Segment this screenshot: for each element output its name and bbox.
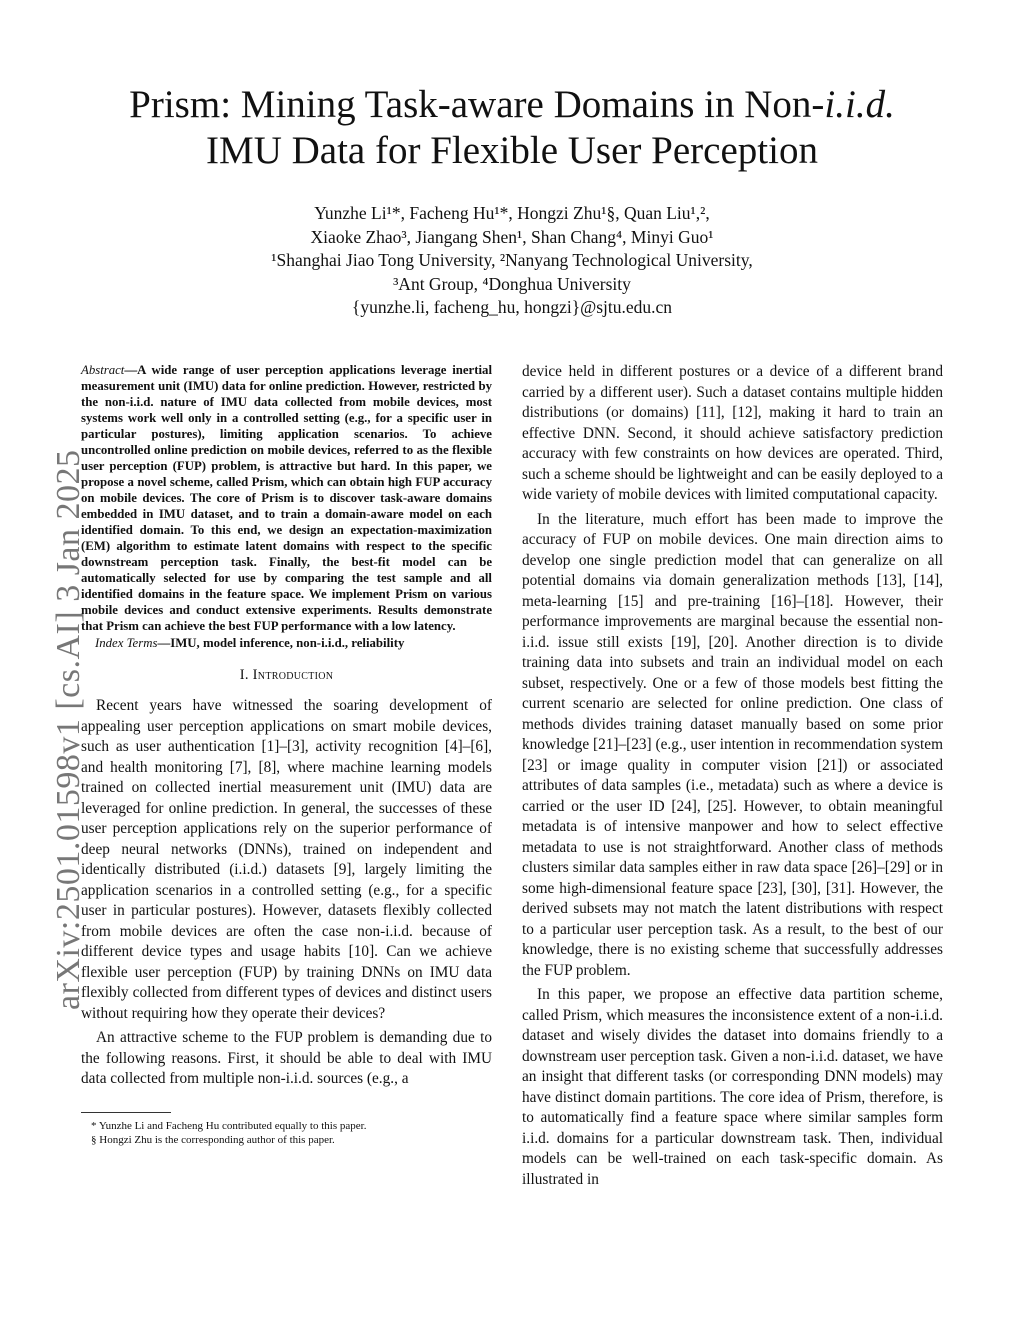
index-terms-text: —IMU, model inference, non-i.i.d., reliability — [157, 636, 405, 650]
paragraph: In the literature, much effort has been made to improve the accuracy of FUP on mobile devices. One main direction aims to develop one single prediction model that can generalize on all potential domains via domain generalization methods [13], [14], meta-learning [15] and pre-training [16]–[18]. However, their performance improvements are marginal because the essential non-i.i.d. issue still exists [19], [20]. Another direction is to divide training data into subsets and train an individual model on each subset, respectively. One or a few of those models best fitting the current scenario are selected for online prediction. One class of methods divides training dataset manually based on some prior knowledge [21]–[23] (e.g., user intention in recommendation system [23] or image quality in computer vision [21]) or associated attributes of data samples (i.e., metadata) such as where a device is carried or the user ID [24], [25]. However, to obtain meaningful metadata is of intensive manpower and how to select effective metadata to use is not straightforward. Another class of methods clusters similar data samples either in raw data space [26]–[29] or in some high-dimensional feature space [23], [30], [31]. However, the derived subsets may not match the latent distributions with respect to a particular user perception task. As a result, to the best of our knowledge, there is no existing scheme that successfully addresses the FUP problem. — [522, 510, 943, 979]
intro-body-left — [81, 696, 492, 1090]
arxiv-identifier: arXiv:2501.01598v1 [cs.AI] 3 Jan 2025 — [50, 449, 87, 1010]
index-terms-heading: Index Terms — [95, 636, 158, 650]
paragraph: An attractive scheme to the FUP problem is demanding due to the following reasons. First, it should be able to deal with IMU data collected from multiple non-i.i.d. sources (e.g., a — [81, 1029, 492, 1087]
title-line-2: IMU Data for Flexible User Perception — [206, 129, 818, 172]
paragraph: Recent years have witnessed the soaring development of appealing user perception applications on smart mobile devices, such as user authentication [1]–[3], activity recognition [4]–[6], and health monitoring [7], [8], where machine learning models trained on collected inertial measurement unit (IMU) data are leveraged for online prediction. In general, the successes of these user perception applications rely on the superior performance of deep neural networks (DNNs), trained on independent and identically distributed (i.i.d.) datasets [9], largely limiting the application scenarios in a controlled setting (e.g., for a specific user in particular postures). However, datasets flexibly collected from mobile devices are often the case non-i.i.d. because of different device types and usage habits [10]. Can we achieve flexible user perception (FUP) by training DNNs on IMU data flexibly collected from different types of devices and distinct users without requiring how they operate their devices? — [81, 697, 492, 1022]
paper-title — [80, 82, 944, 174]
abstract — [81, 362, 492, 634]
section-heading-introduction: I. Introduction — [239, 667, 334, 683]
index-terms — [81, 635, 492, 651]
left-column — [81, 362, 492, 1147]
title-iid: i.i.d. — [824, 83, 895, 126]
title-line-1: Prism: Mining Task-aware Domains in Non- — [129, 83, 825, 126]
abstract-text: —A wide range of user perception applications leverage inertial measurement unit (IMU) data for online prediction. However, restricted by the non-i.i.d. nature of IMU data collected from mobile devices, most systems work well only in a controlled setting (e.g., for a specific user in particular postures), limiting application scenarios. To achieve uncontrolled online prediction on mobile devices, referred to as the flexible user perception (FUP) problem, is attractive but hard. In this paper, we propose a novel scheme, called Prism, which can obtain high FUP accuracy on mobile devices. The core of Prism is to discover task-aware domains embedded in IMU dataset, and to train a domain-aware model on each identified domain. To this end, we design an expectation-maximization (EM) algorithm to estimate latent domains with respect to the specific downstream perception task. Finally, the best-fit model can be automatically selected for use by comparing the test sample and all identified domains in the feature space. We implement Prism on various mobile devices and conduct extensive experiments. Results demonstrate that Prism can achieve the best FUP performance with a low latency. — [81, 363, 492, 633]
author-emails: {yunzhe.li, facheng_hu, hongzi}@sjtu.edu.cn — [351, 297, 673, 317]
footnote-corresponding-author: § Hongzi Zhu is the corresponding author of this paper. — [91, 1133, 335, 1146]
affiliations-line-2: ³Ant Group, ⁴Donghua University — [393, 273, 631, 294]
authors-line-2: Xiaoke Zhao³, Jiangang Shen¹, Shan Chang⁴, Minyi Guo¹ — [310, 226, 714, 247]
paragraph: In this paper, we propose an effective data partition scheme, called Prism, which measures the inconsistence extent of a non-i.i.d. dataset and wisely divides the dataset into domains friendly to a downstream user perception task. Given a non-i.i.d. dataset, we have an insight that different tasks (or corresponding DNN models) may have distinct domain partitions. The core idea of Prism, therefore, is to automatically find a feature space where similar samples form i.i.d. domains for a particular downstream task. Then, individual models can be well-trained on each task-specific domain. As illustrated in — [522, 986, 943, 1188]
right-column — [522, 362, 943, 1190]
abstract-heading: Abstract — [81, 363, 125, 377]
footnote-rule — [81, 1112, 171, 1113]
paragraph: device held in different postures or a device of a different brand carried by a different user). Such a dataset contains multiple hidden distributions (or domains) [11], [12], making it hard to train an effective DNN. Second, it should achieve satisfactory prediction accuracy with few constraints on how devices are operated. Third, such a scheme should be lightweight and can be easily deployed to a wide variety of mobile devices with limited computational capacity. — [522, 363, 943, 503]
author-block — [80, 202, 944, 320]
authors-line-1: Yunzhe Li¹*, Facheng Hu¹*, Hongzi Zhu¹§, Quan Liu¹,², — [314, 203, 710, 223]
footnote-equal-contribution: * Yunzhe Li and Facheng Hu contributed equally to this paper. — [91, 1119, 367, 1132]
affiliations-line-1: ¹Shanghai Jiao Tong University, ²Nanyang Technological University, — [271, 250, 753, 270]
intro-body-right — [522, 362, 943, 1190]
